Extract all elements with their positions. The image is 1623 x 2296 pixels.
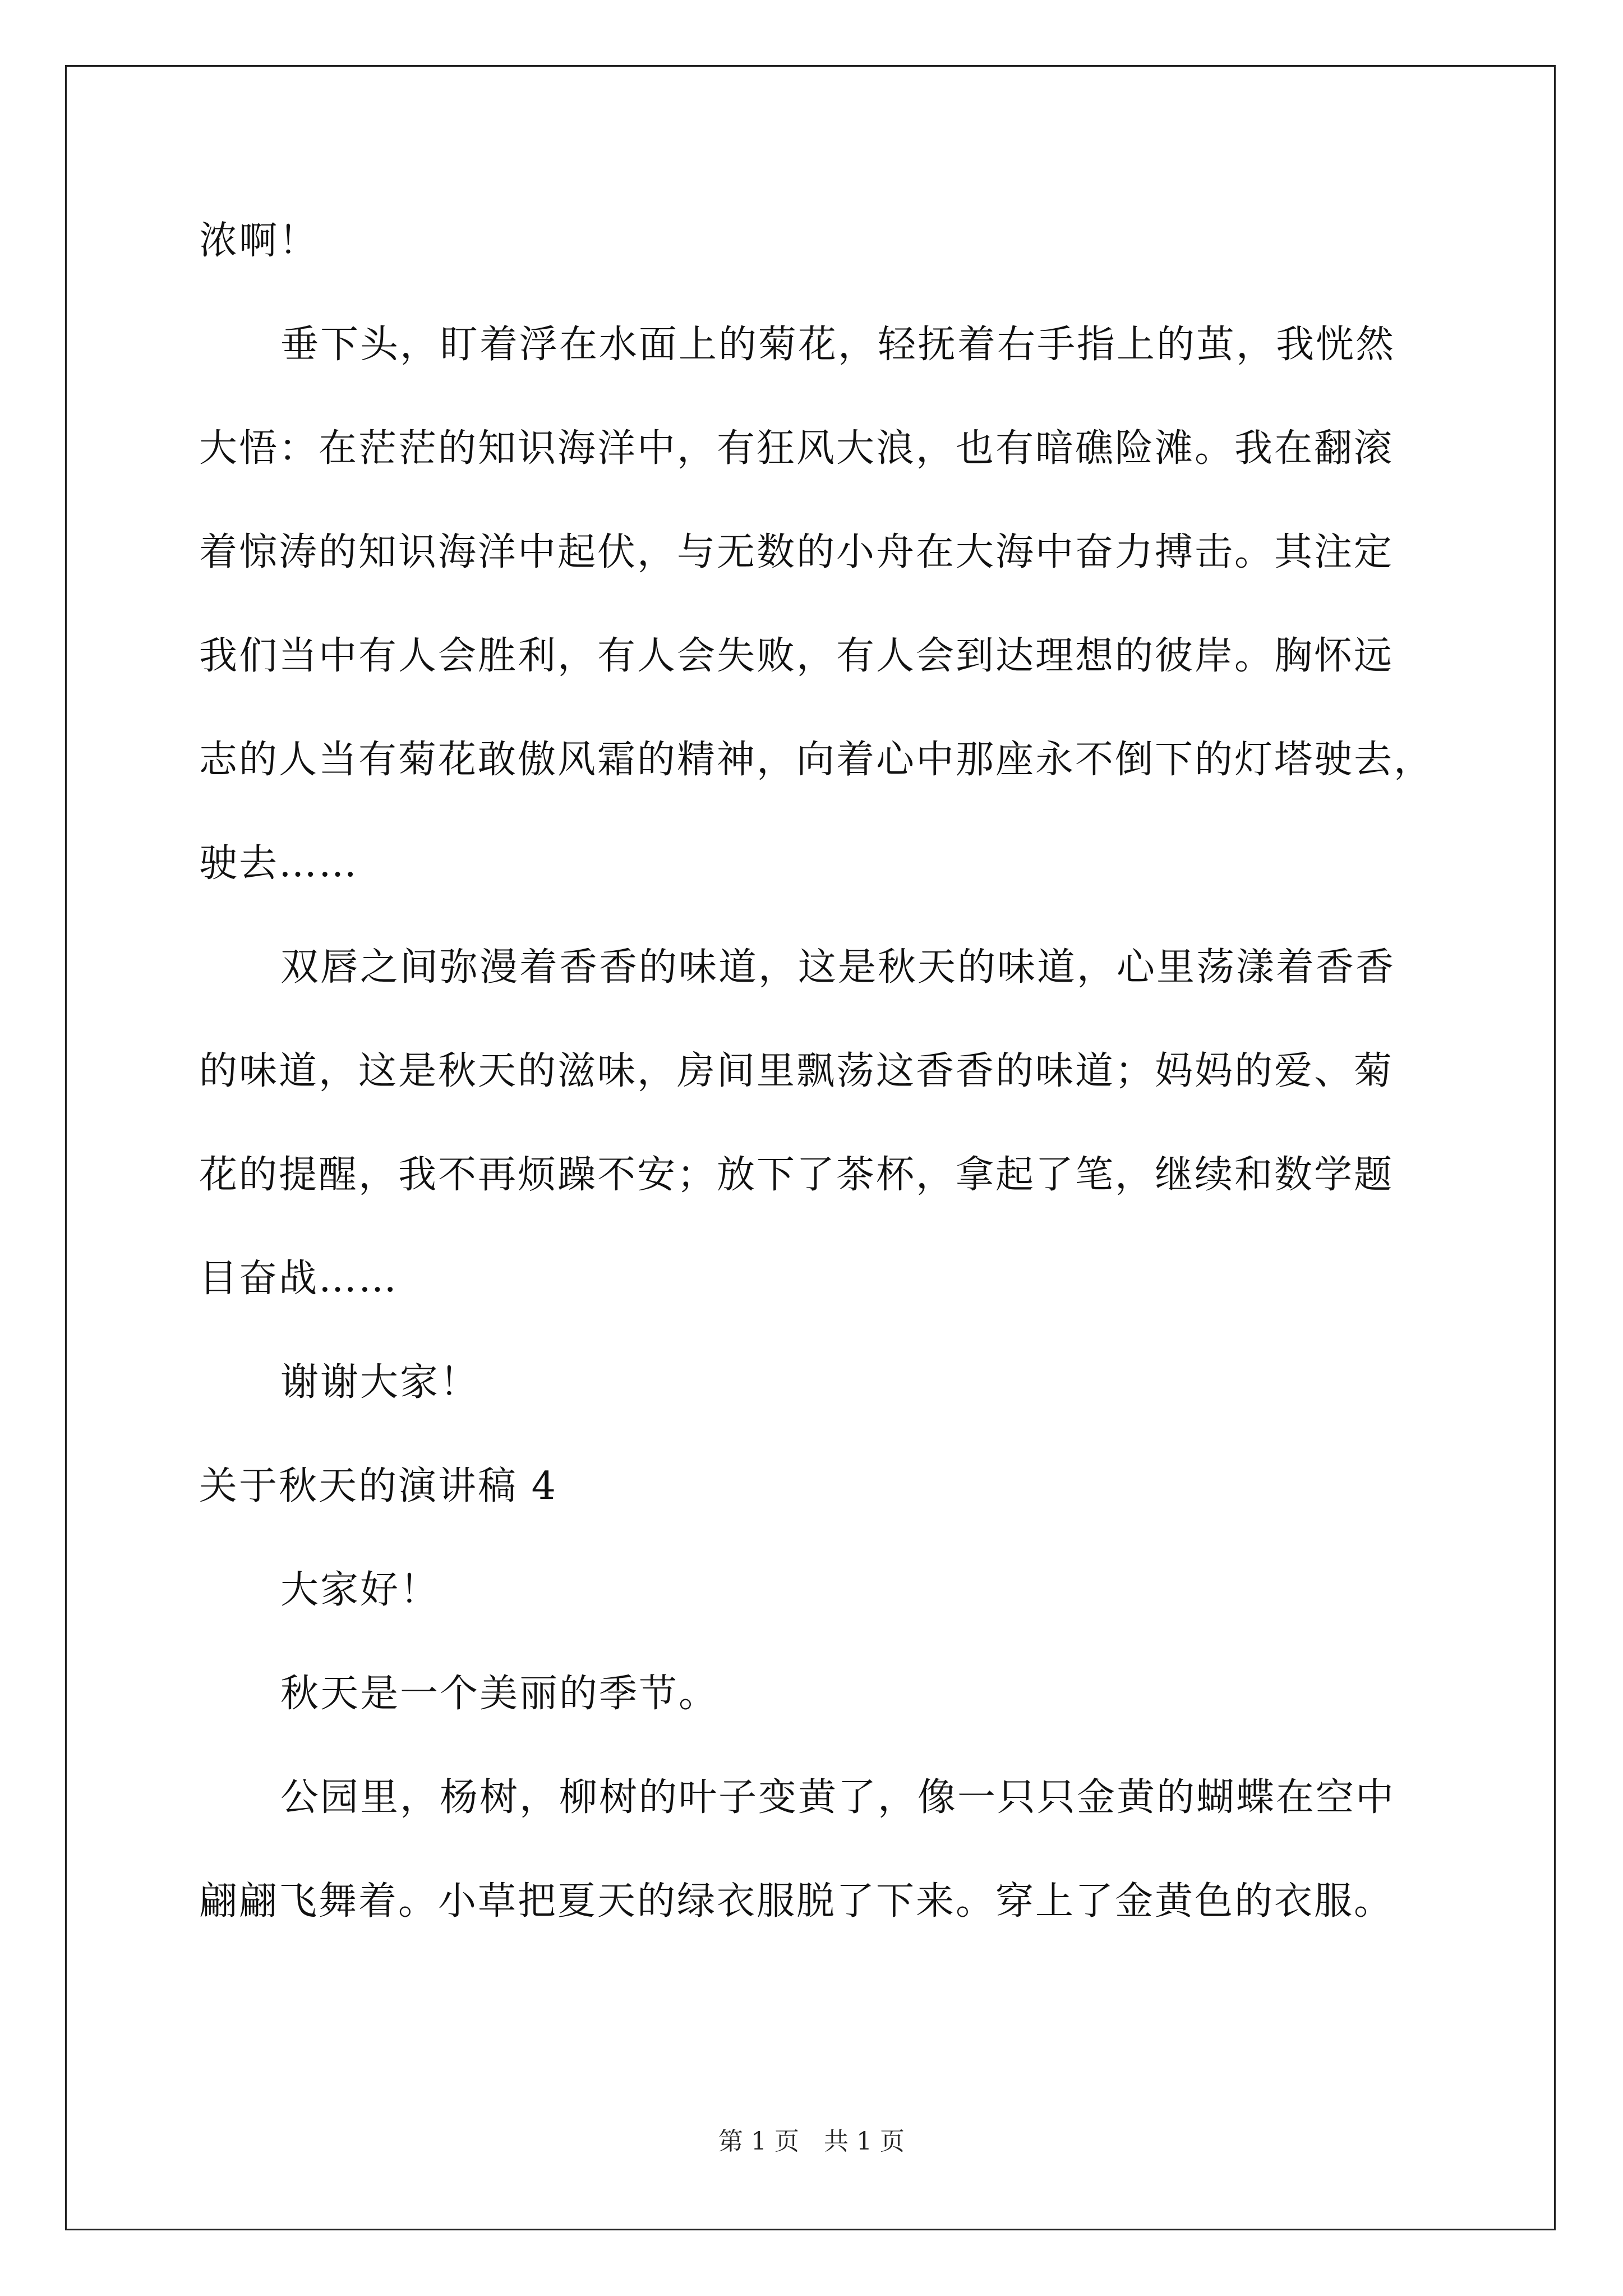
text-line: 目奋战……	[199, 1257, 399, 1301]
paragraph-line: 垂下头，盯着浮在水面上的菊花，轻抚着右手指上的茧，我恍然	[280, 323, 1396, 367]
paragraph-line: 公园里，杨树，柳树的叶子变黄了，像一只只金黄的蝴蝶在空中	[280, 1775, 1396, 1820]
text-line: 驶去……	[199, 841, 359, 886]
paragraph-line: 秋天是一个美丽的季节。	[280, 1672, 719, 1716]
text-line: 的味道，这是秋天的滋味，房间里飘荡这香香的味道；妈妈的爱、菊	[199, 1049, 1394, 1093]
text-line: 花的提醒，我不再烦躁不安；放下了茶杯，拿起了笔，继续和数学题	[199, 1153, 1394, 1197]
paragraph-line: 双唇之间弥漫着香香的味道，这是秋天的味道，心里荡漾着香香	[280, 945, 1396, 990]
text-line: 翩翩飞舞着。小草把夏天的绿衣服脱了下来。穿上了金黄色的衣服。	[199, 1879, 1394, 1924]
text-line: 着惊涛的知识海洋中起伏，与无数的小舟在大海中奋力搏击。其注定	[199, 530, 1394, 574]
paragraph-line: 谢谢大家！	[280, 1360, 480, 1405]
paragraph-line: 大家好！	[280, 1568, 440, 1612]
text-line: 志的人当有菊花敢傲风霜的精神，向着心中那座永不倒下的灯塔驶去，	[199, 738, 1434, 782]
text-line: 我们当中有人会胜利，有人会失败，有人会到达理想的彼岸。胸怀远	[199, 634, 1394, 678]
text-line: 大悟：在茫茫的知识海洋中，有狂风大浪，也有暗礁险滩。我在翻滚	[199, 426, 1394, 471]
text-line: 浓啊！	[199, 219, 319, 263]
section-heading: 关于秋天的演讲稿 4	[199, 1464, 557, 1508]
page-number-footer: 第 1 页 共 1 页	[718, 2127, 905, 2156]
